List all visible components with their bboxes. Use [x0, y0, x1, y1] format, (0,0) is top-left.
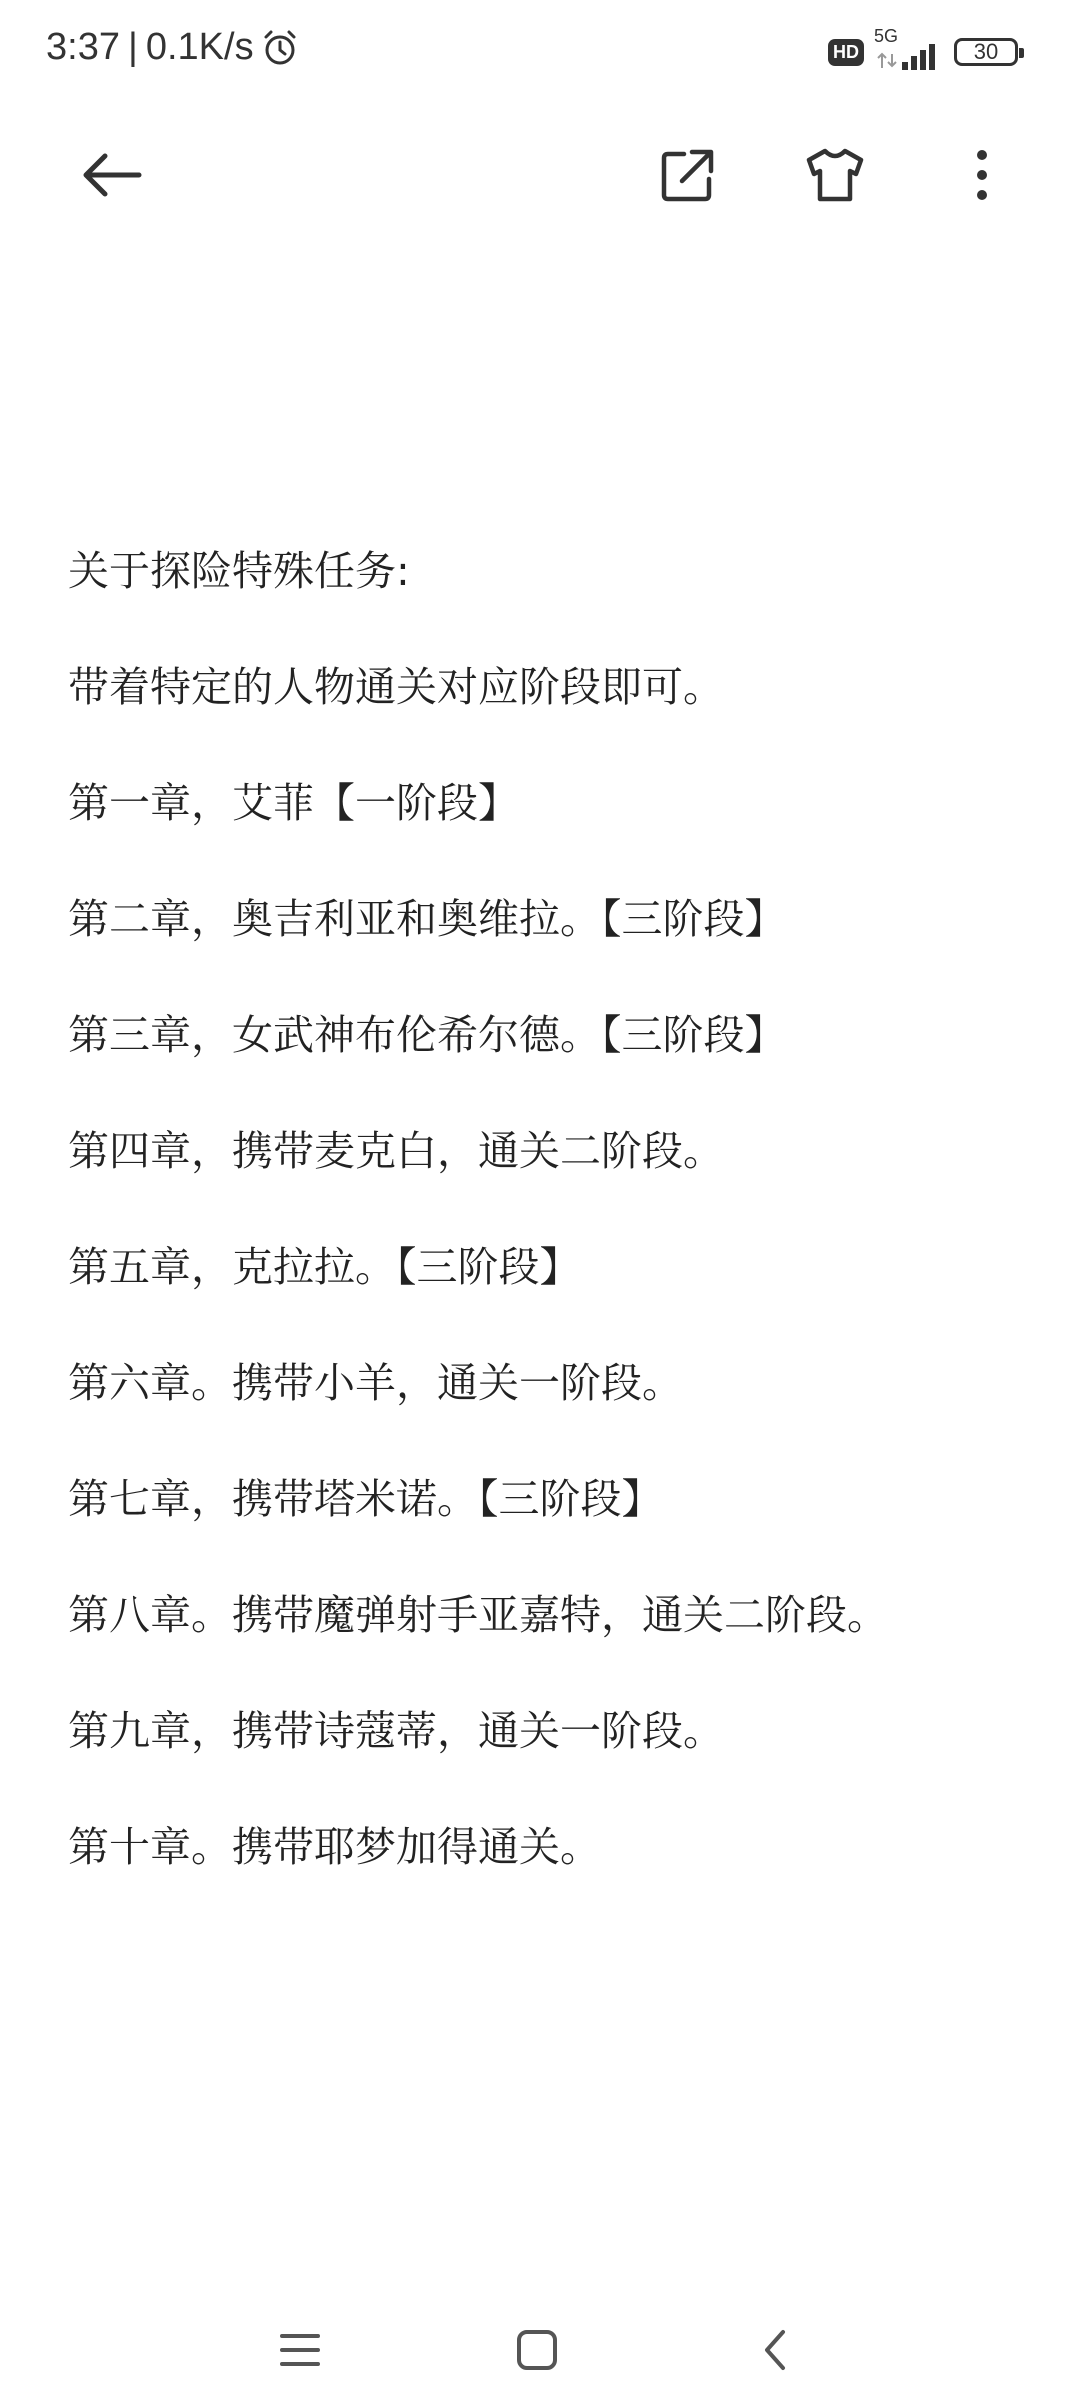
network-type-label: 5G [874, 26, 899, 46]
status-bar [0, 0, 1080, 100]
note-line: 第三章，女武神布伦希尔德。【三阶段】 [68, 1011, 786, 1059]
note-line: 第七章，携带塔米诺。【三阶段】 [68, 1475, 663, 1523]
note-line: 第九章，携带诗蔻蒂，通关一阶段。 [68, 1707, 724, 1755]
share-button[interactable] [643, 130, 733, 220]
recents-button[interactable] [260, 2310, 340, 2390]
note-line: 带着特定的人物通关对应阶段即可。 [68, 663, 724, 711]
chevron-left-icon [755, 2326, 795, 2374]
note-line: 第六章。携带小羊，通关一阶段。 [68, 1359, 683, 1407]
arrow-left-icon [77, 140, 147, 210]
battery-indicator [954, 38, 1018, 66]
home-button[interactable] [497, 2310, 577, 2390]
note-content[interactable] [68, 545, 1018, 1937]
nav-back-button[interactable] [735, 2310, 815, 2390]
cell-signal [874, 26, 944, 72]
note-line: 关于探险特殊任务: [68, 547, 410, 595]
system-nav-bar [0, 2290, 1080, 2400]
status-separator: | [127, 26, 138, 68]
note-line: 第八章。携带魔弹射手亚嘉特，通关二阶段。 [68, 1591, 888, 1639]
hd-badge: HD [828, 39, 864, 66]
status-time: 3:37 [46, 26, 120, 68]
note-line: 第一章，艾菲【一阶段】 [68, 779, 519, 827]
status-left [46, 26, 300, 69]
battery-level: 30 [973, 39, 999, 64]
more-vertical-icon [972, 145, 992, 205]
back-button[interactable] [67, 130, 157, 220]
note-line: 第十章。携带耶梦加得通关。 [68, 1823, 601, 1871]
alarm-clock-icon [260, 28, 300, 68]
external-share-icon [658, 145, 718, 205]
network-speed: 0.1K/s [145, 26, 254, 68]
note-line: 第四章，携带麦克白，通关二阶段。 [68, 1127, 724, 1175]
status-right [828, 26, 1018, 72]
menu-lines-icon [278, 2330, 322, 2370]
more-options-button[interactable] [937, 130, 1027, 220]
home-square-icon [515, 2328, 559, 2372]
note-line: 第五章，克拉拉。【三阶段】 [68, 1243, 581, 1291]
note-line: 第二章，奥吉利亚和奥维拉。【三阶段】 [68, 895, 786, 943]
top-toolbar [0, 120, 1080, 230]
tshirt-icon [803, 145, 867, 205]
theme-button[interactable] [790, 130, 880, 220]
